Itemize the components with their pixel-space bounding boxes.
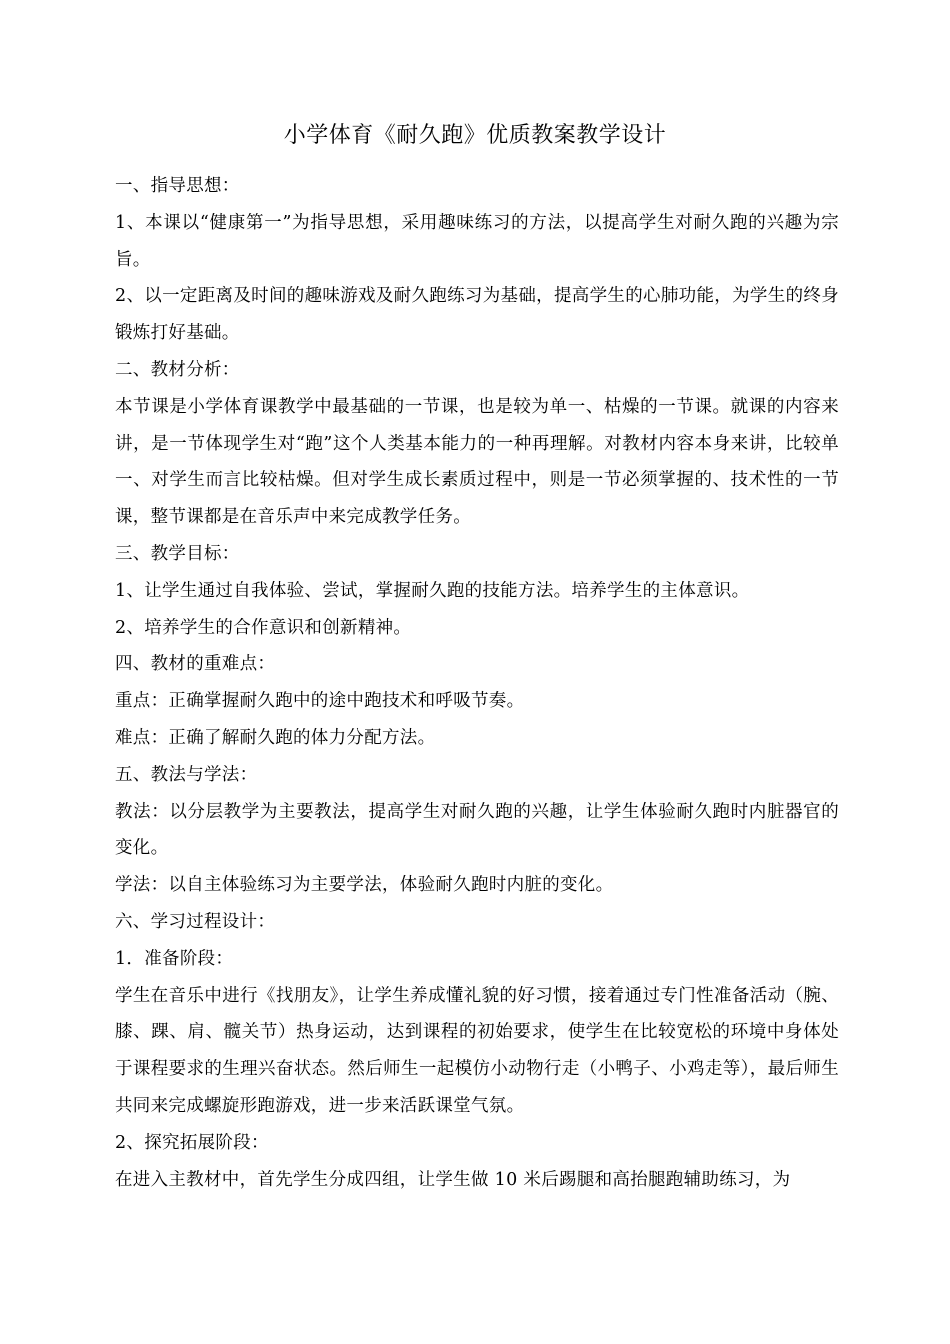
section-heading-learning-process: 六、学习过程设计： [115, 911, 276, 932]
document-body [115, 168, 839, 1198]
paragraph: 重点：正确掌握耐久跑中的途中跑技术和呼吸节奏。 [115, 691, 525, 712]
section-heading-key-points: 四、教材的重难点： [115, 654, 276, 675]
paragraph: 本节课是小学体育课教学中最基础的一节课，也是较为单一、枯燥的一节课。就课的内容来讲，是一节体现学生对“跑”这个人类基本能力的一种再理解。对教材内容本身来讲，比较单一、对学生而言比较枯燥。但对学生成长素质过程中，则是一节必须掌握的、技术性的一节课，整节课都是在音乐声中来完成教学任务。 [115, 396, 839, 528]
subsection-heading-preparation: 1．准备阶段： [115, 948, 234, 969]
subsection-heading-exploration: 2、探究拓展阶段： [115, 1132, 269, 1153]
section-heading-material-analysis: 二、教材分析： [115, 359, 240, 380]
paragraph: 1、让学生通过自我体验、尝试，掌握耐久跑的技能方法。培养学生的主体意识。 [115, 580, 750, 601]
paragraph: 学生在音乐中进行《找朋友》，让学生养成懂礼貌的好习惯，接着通过专门性准备活动（腕、膝、踝、肩、髋关节）热身运动，达到课程的初始要求，使学生在比较宽松的环境中身体处于课程要求的生理兴奋状态。然后师生一起模仿小动物行走（小鸭子、小鸡走等），最后师生共同来完成螺旋形跑游戏，进一步来活跃课堂气氛。 [115, 985, 839, 1116]
section-heading-methods: 五、教法与学法： [115, 764, 258, 785]
section-heading-guiding-ideology: 一、指导思想： [115, 176, 240, 196]
paragraph: 2、培养学生的合作意识和创新精神。 [115, 617, 412, 638]
paragraph: 教法：以分层教学为主要教法，提高学生对耐久跑的兴趣，让学生体验耐久跑时内脏器官的变化。 [115, 801, 839, 859]
paragraph: 难点：正确了解耐久跑的体力分配方法。 [115, 727, 436, 748]
paragraph: 在进入主教材中，首先学生分成四组，让学生做 10 米后踢腿和高抬腿跑辅助练习，为 [115, 1169, 791, 1190]
paragraph: 2、以一定距离及时间的趣味游戏及耐久跑练习为基础，提高学生的心肺功能，为学生的终身锻炼打好基础。 [115, 286, 839, 344]
section-heading-teaching-goals: 三、教学目标： [115, 543, 240, 564]
paragraph: 学法：以自主体验练习为主要学法，体验耐久跑时内脏的变化。 [115, 875, 614, 896]
paragraph: 1、本课以“健康第一”为指导思想，采用趣味练习的方法，以提高学生对耐久跑的兴趣为宗旨。 [115, 212, 839, 270]
document-title: 小学体育《耐久跑》优质教案教学设计 [283, 123, 667, 148]
